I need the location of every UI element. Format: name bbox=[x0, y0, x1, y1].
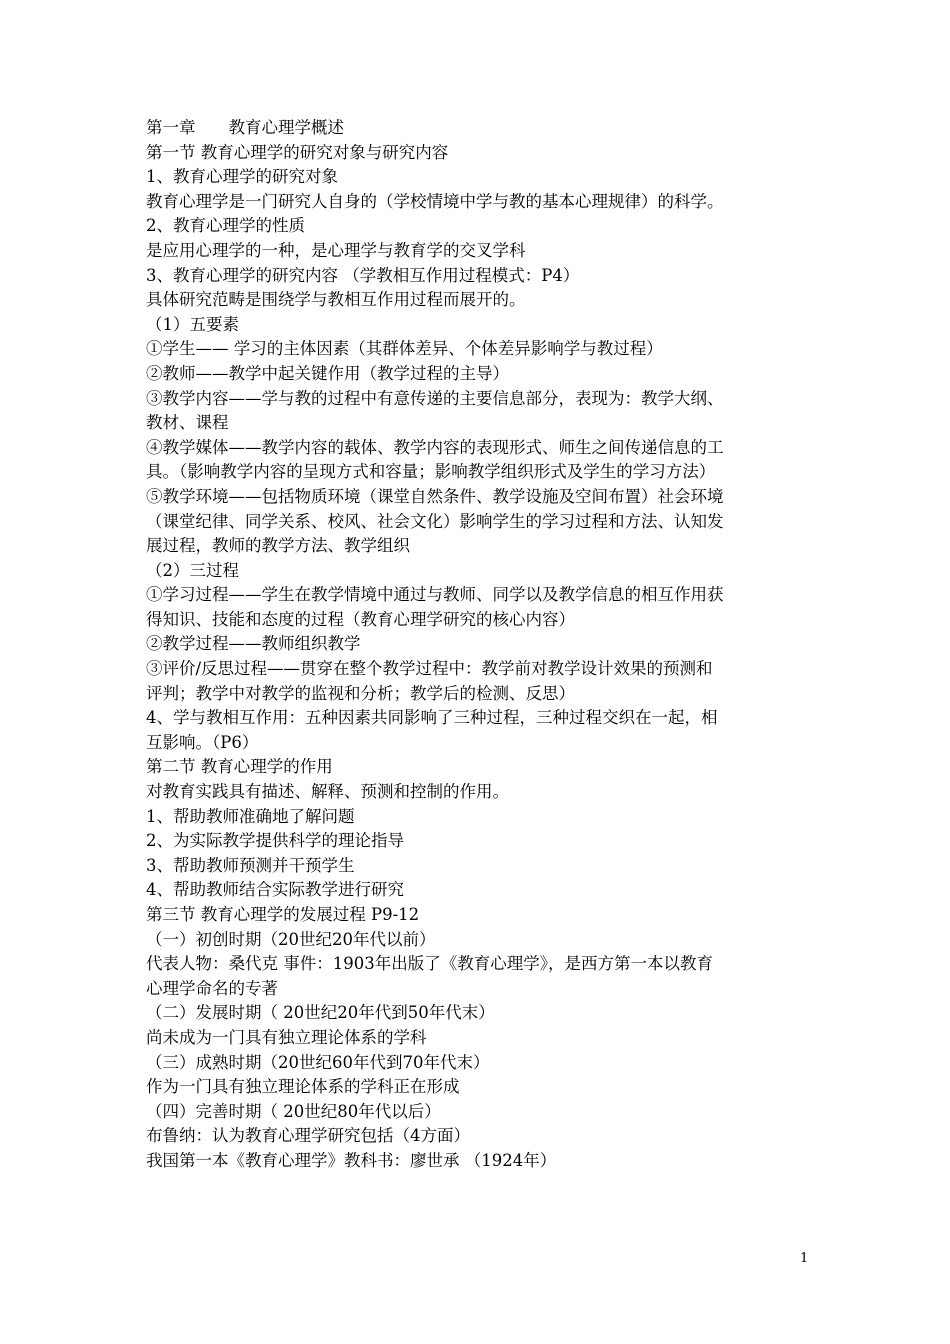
text-line: 1、教育心理学的研究对象 bbox=[146, 167, 338, 187]
text-line: 尚未成为一门具有独立理论体系的学科 bbox=[146, 1027, 427, 1047]
text-line: ⑤教学环境——包括物质环境（课堂自然条件、教学设施及空间布置）社会环境 bbox=[146, 486, 724, 506]
text-line: 第一章 教育心理学概述 bbox=[146, 118, 344, 137]
text-line: 4、帮助教师结合实际教学进行研究 bbox=[146, 880, 404, 900]
text-line: 作为一门具有独立理论体系的学科正在形成 bbox=[146, 1077, 460, 1097]
text-line: ④教学媒体——教学内容的载体、教学内容的表现形式、师生之间传递信息的工 bbox=[146, 437, 724, 457]
text-line: （2）三过程 bbox=[146, 560, 239, 580]
text-line: 具。（影响教学内容的呈现方式和容量；影响教学组织形式及学生的学习方法） bbox=[146, 462, 716, 482]
text-line: 得知识、技能和态度的过程（教育心理学研究的核心内容） bbox=[146, 609, 575, 629]
text-line: ①学生—— 学习的主体因素（其群体差异、个体差异影响学与教过程） bbox=[146, 339, 663, 359]
document-body bbox=[146, 116, 816, 1174]
text-line: 我国第一本《教育心理学》教科书：廖世承 （1924年） bbox=[146, 1150, 557, 1170]
text-line: （二）发展时期（ 20世纪20年代到50年代末） bbox=[146, 1003, 495, 1023]
text-line: 具体研究范畴是围绕学与教相互作用过程而展开的。 bbox=[146, 290, 526, 310]
text-line: 心理学命名的专著 bbox=[146, 978, 278, 998]
text-line: 是应用心理学的一种，是心理学与教育学的交叉学科 bbox=[146, 240, 526, 260]
page-number: 1 bbox=[800, 1251, 809, 1266]
text-line: ②教师——教学中起关键作用（教学过程的主导） bbox=[146, 363, 509, 383]
text-line: 第一节 教育心理学的研究对象与研究内容 bbox=[146, 142, 449, 162]
text-line: 3、帮助教师预测并干预学生 bbox=[146, 855, 355, 875]
text-line: 代表人物：桑代克 事件：1903年出版了《教育心理学》，是西方第一本以教育 bbox=[146, 954, 713, 974]
text-line: 对教育实践具有描述、解释、预测和控制的作用。 bbox=[146, 782, 509, 802]
text-line: （课堂纪律、同学关系、校风、社会文化）影响学生的学习过程和方法、认知发 bbox=[146, 511, 724, 531]
text-line: （1）五要素 bbox=[146, 314, 239, 334]
text-line: （一）初创时期（20世纪20年代以前） bbox=[146, 929, 436, 949]
text-line: ③教学内容——学与教的过程中有意传递的主要信息部分，表现为：教学大纲、 bbox=[146, 388, 724, 408]
text-line: 评判；教学中对教学的监视和分析；教学后的检测、反思） bbox=[146, 683, 575, 703]
text-line: 2、为实际教学提供科学的理论指导 bbox=[146, 831, 404, 851]
text-line: 互影响。（P6） bbox=[146, 732, 259, 752]
text-line: 展过程，教师的教学方法、教学组织 bbox=[146, 536, 410, 556]
text-line: 1、帮助教师准确地了解问题 bbox=[146, 806, 355, 826]
text-line: （四）完善时期（ 20世纪80年代以后） bbox=[146, 1101, 441, 1121]
text-line: 教育心理学是一门研究人自身的（学校情境中学与教的基本心理规律）的科学。 bbox=[146, 191, 724, 211]
text-line: 2、教育心理学的性质 bbox=[146, 216, 305, 236]
text-line: 布鲁纳：认为教育心理学研究包括（4方面） bbox=[146, 1126, 470, 1146]
text-line: 3、教育心理学的研究内容 （学教相互作用过程模式：P4） bbox=[146, 265, 580, 285]
text-line: ①学习过程——学生在教学情境中通过与教师、同学以及教学信息的相互作用获 bbox=[146, 585, 724, 605]
text-line: ③评价/反思过程——贯穿在整个教学过程中：教学前对教学设计效果的预测和 bbox=[146, 659, 713, 679]
text-line: ②教学过程——教师组织教学 bbox=[146, 634, 361, 654]
text-line: 第三节 教育心理学的发展过程 P9-12 bbox=[146, 905, 420, 924]
text-line: 4、学与教相互作用：五种因素共同影响了三种过程，三种过程交织在一起，相 bbox=[146, 708, 718, 728]
text-line: 第二节 教育心理学的作用 bbox=[146, 757, 333, 777]
text-line: （三）成熟时期（20世纪60年代到70年代末） bbox=[146, 1052, 490, 1072]
text-line: 教材、课程 bbox=[146, 413, 229, 433]
